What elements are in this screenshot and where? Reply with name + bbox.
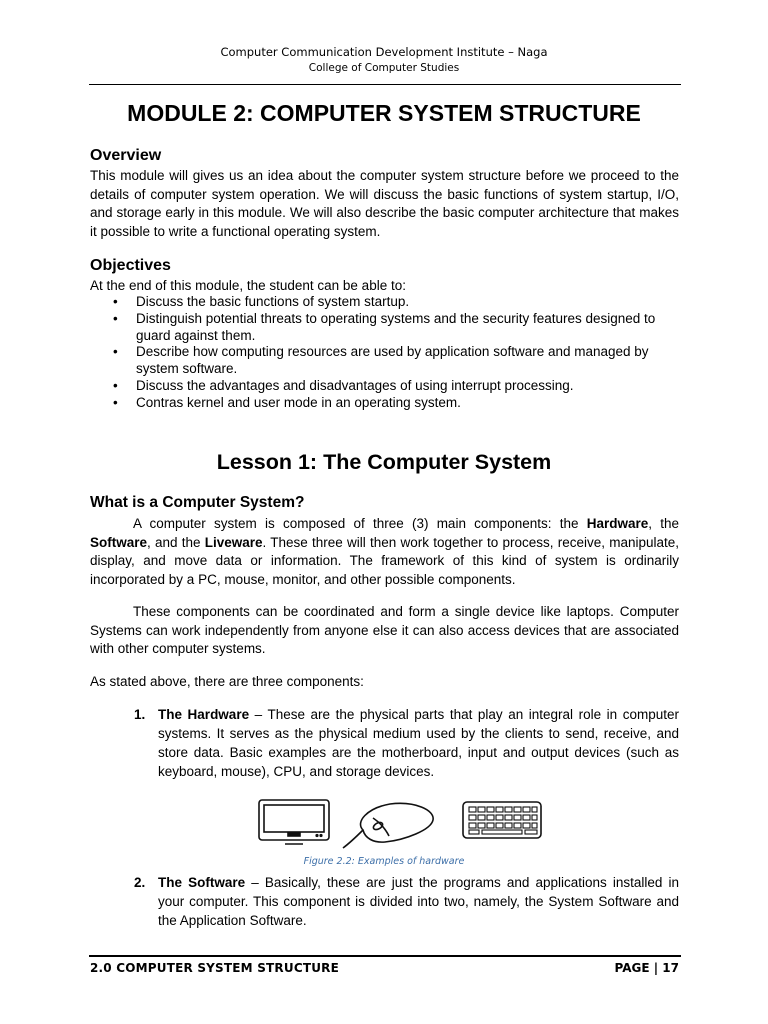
objectives-intro: At the end of this module, the student can be able to: (90, 278, 406, 293)
lesson-paragraph-1: A computer system is composed of three (3) main components: the Hardware, the Software, and the Liveware. These three will then work together to process, receive, manipulate, display, and move data or information. The framework of this kind of system is ordinarily incorporated by a PC, mouse, monitor, and other possible components. (90, 516, 679, 587)
header-institute: Computer Communication Development Institute – Naga (220, 45, 548, 59)
list-item: • Distinguish potential threats to operating systems and the security features designed to guard against them. (113, 310, 656, 343)
objectives-list (90, 294, 679, 412)
footer-divider (89, 955, 681, 957)
hardware-figure (255, 796, 545, 852)
header-divider (89, 84, 681, 85)
list-item: • Discuss the advantages and disadvantages of using interrupt processing. (113, 377, 574, 393)
component-item-software: 2. The Software – Basically, these are just the programs and applications installed in your computer. This component is divided into two, namely, the System Software and the Application Software. (134, 875, 679, 928)
lesson-paragraph-2: These components can be coordinated and form a single device like laptops. Computer Systems can work independently from anyone else it can also access devices that are associated with other computer systems. (90, 604, 679, 656)
mouse-icon (343, 803, 433, 848)
keyboard-icon (463, 802, 541, 838)
overview-text: This module will gives us an idea about the computer system structure before we proceed to the details of computer system operation. We will discuss the basic functions of system startup, I/O, and storage early in this module. We will also describe the basic computer architecture that makes it possible to write a functional operating system. (90, 168, 679, 239)
component-item-hardware: 1. The Hardware – These are the physical parts that play an integral role in computer systems. It serves as the physical medium used by the clients to send, receive, and store data. Basic examples are the motherboard, input and output devices (such as keyboard, mouse), CPU, and storage devices. (134, 707, 680, 779)
figure-caption: Figure 2.2: Examples of hardware (303, 856, 465, 867)
list-item: • Contras kernel and user mode in an operating system. (113, 394, 461, 410)
overview-heading: Overview (90, 147, 162, 164)
footer-section-title: 2.0 COMPUTER SYSTEM STRUCTURE (90, 961, 339, 975)
monitor-icon (259, 800, 329, 844)
list-item: • Discuss the basic functions of system startup. (113, 294, 410, 309)
header-college: College of Computer Studies (308, 62, 460, 74)
objectives-heading: Objectives (90, 257, 171, 274)
term-hardware: Hardware (586, 516, 649, 531)
lesson-paragraph-3: As stated above, there are three components: (90, 674, 364, 689)
term-liveware: Liveware (204, 534, 263, 550)
list-item: • Describe how computing resources are used by application software and managed by system software. (113, 344, 649, 377)
lesson-subheading: What is a Computer System? (90, 494, 305, 511)
term-software: Software (90, 534, 148, 550)
lesson-title: Lesson 1: The Computer System (216, 450, 552, 474)
page-title: MODULE 2: COMPUTER SYSTEM STRUCTURE (127, 100, 641, 126)
page-number: PAGE | 17 (614, 961, 679, 975)
